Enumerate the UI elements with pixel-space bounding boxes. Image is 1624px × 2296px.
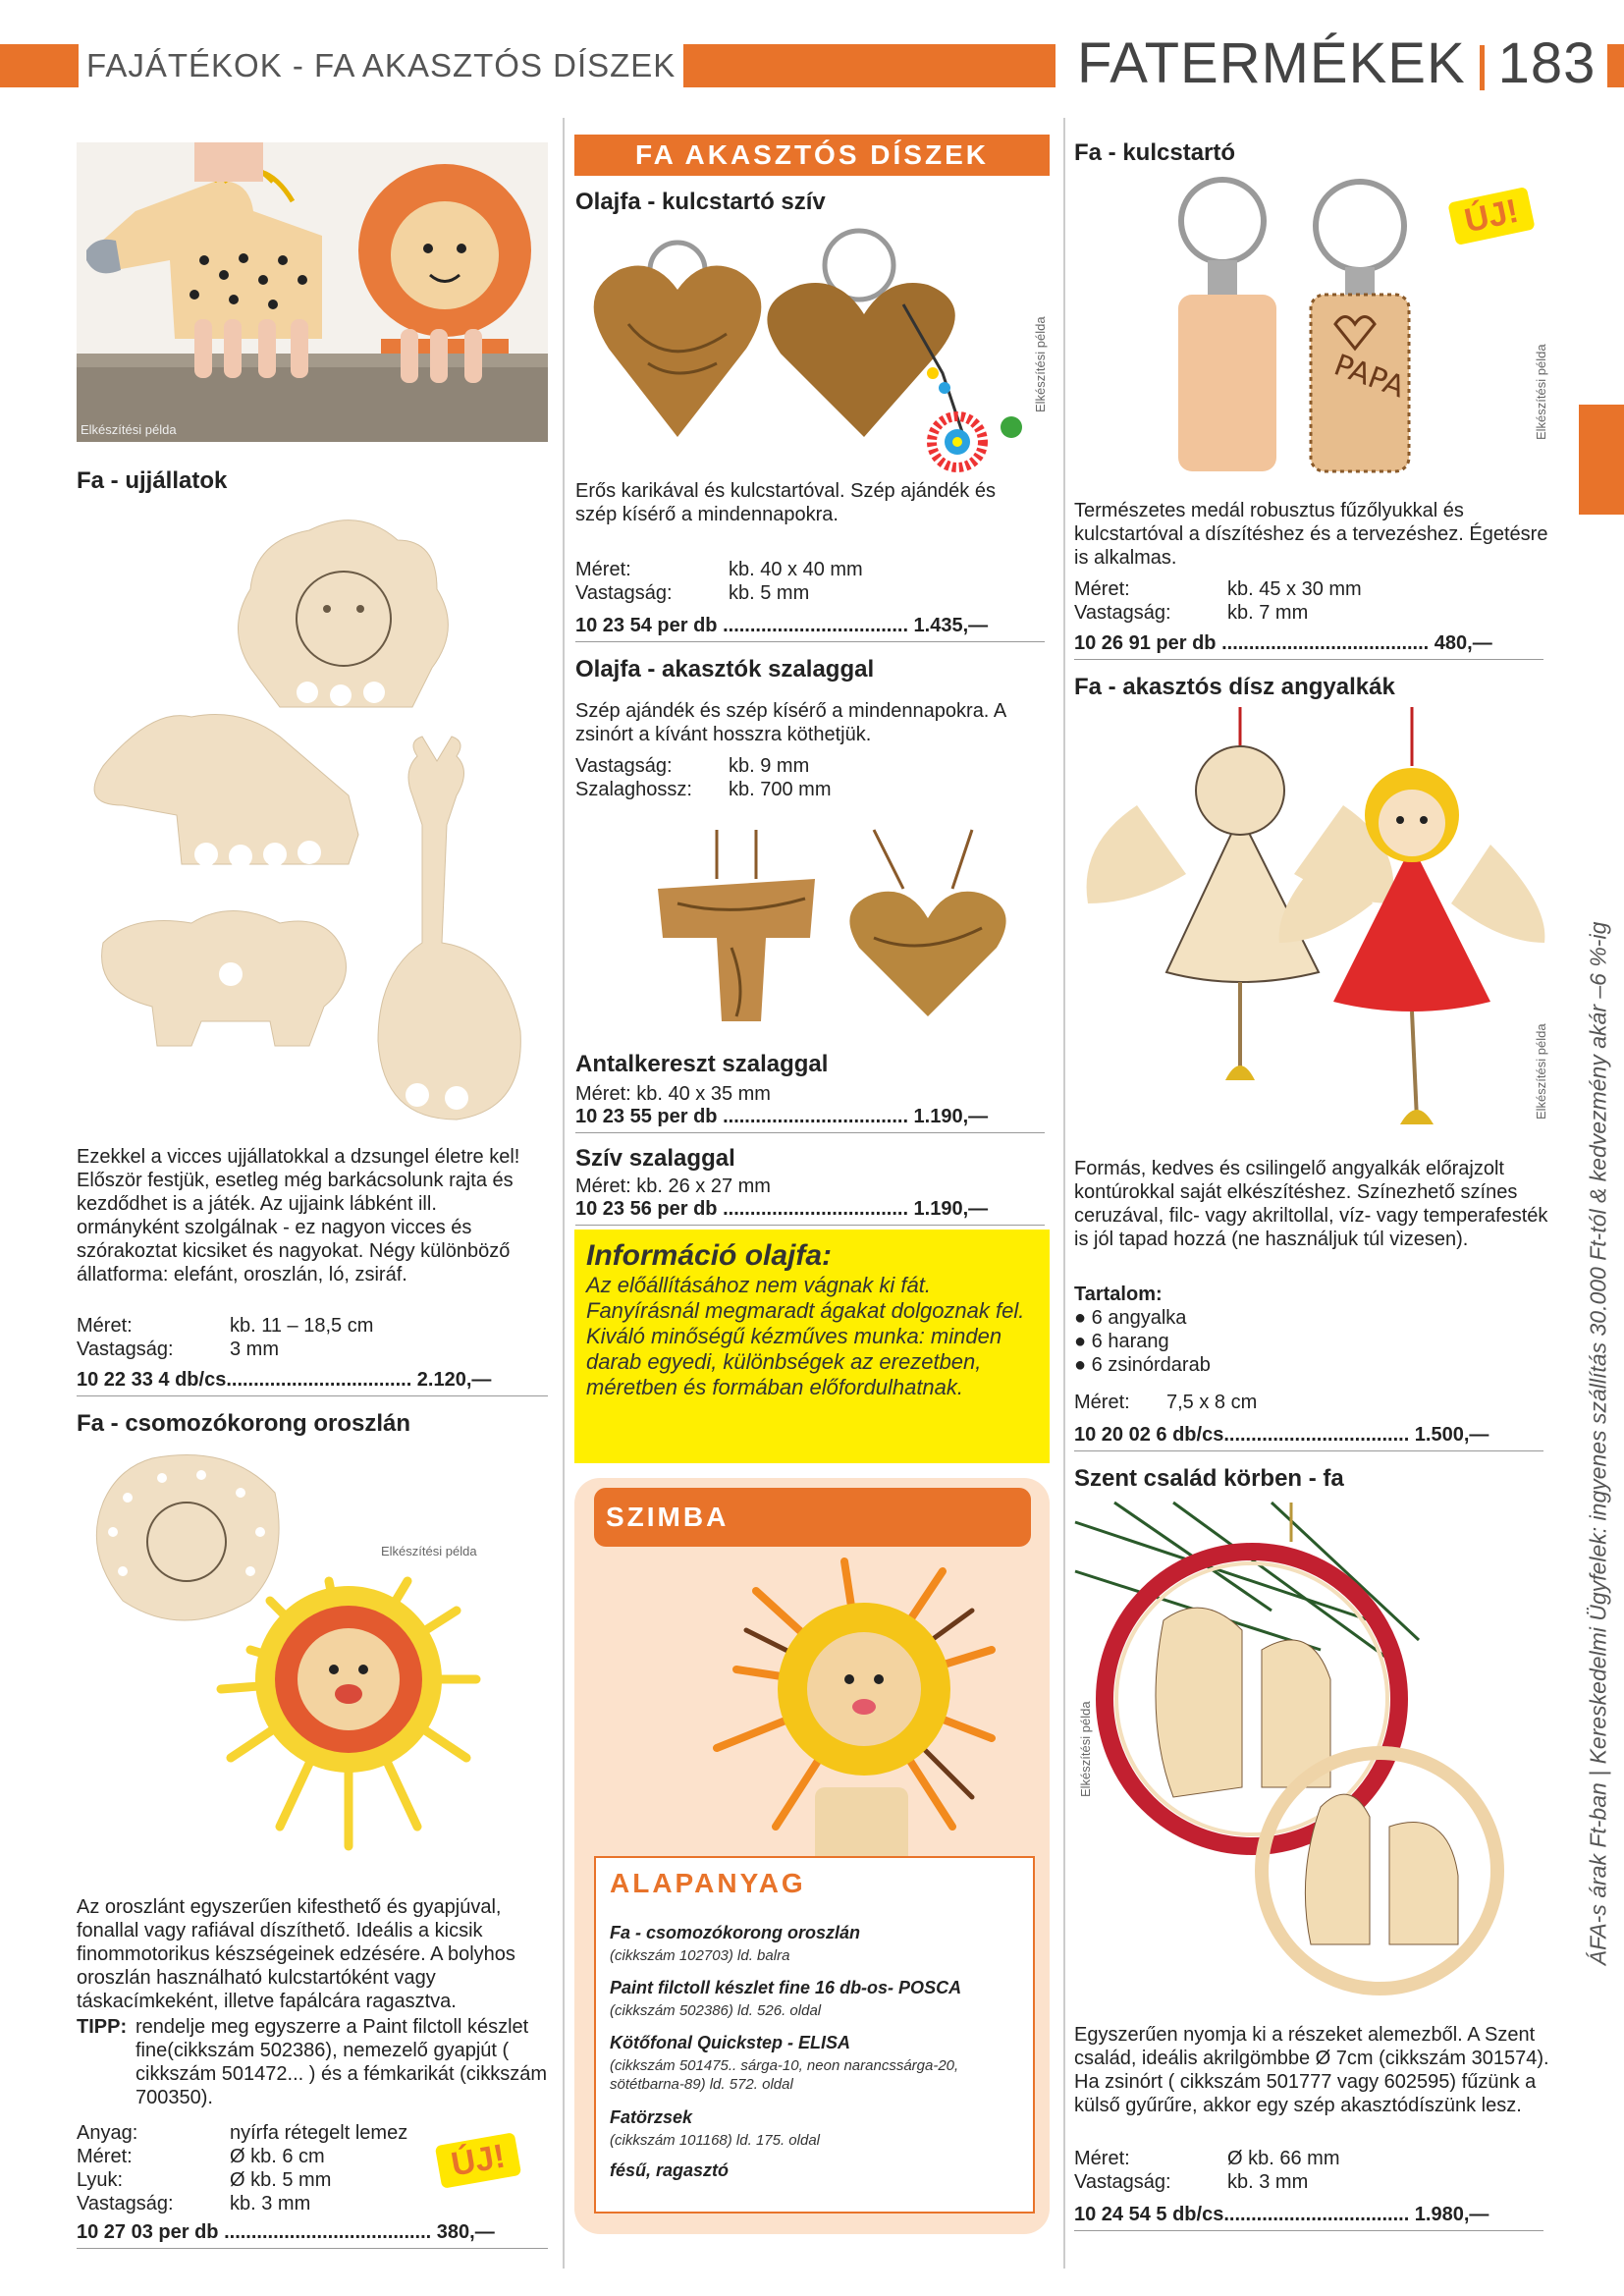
thickness-value: kb. 3 mm [230, 2193, 311, 2214]
tip-text: rendelje meg egyszerre a Paint filctoll készlet fine(cikkszám 502386), nemezelő gyapjút ( cikkszám 501472... ) és a fémkarikát (cikkszám 700350). [135, 2016, 548, 2108]
antal-size: Méret: kb. 40 x 35 mm [575, 1083, 771, 1105]
header-left-title: FAJÁTÉKOK - FA AKASZTÓS DÍSZEK [79, 43, 683, 88]
column-divider-1 [563, 118, 565, 2269]
header-right-title [1065, 29, 1607, 98]
heart-thickness [575, 581, 809, 605]
angyalkak-contents-label: Tartalom: [1074, 1284, 1163, 1305]
alapanyag-item: Paint filctoll készlet fine 16 db-os- POSCA [610, 1978, 962, 1997]
kulcstarto-desc: Természetes medál robusztus fűzőlyukkal és kulcstartóval a díszítéshez és a tervezéshez. Égetésre is alkalmas. [1074, 500, 1548, 569]
thickness-label: Vastagság: [1074, 602, 1171, 624]
material-value: nyírfa rétegelt lemez [230, 2122, 408, 2144]
info-title: Információ olajfa: [586, 1239, 833, 1272]
ujjallatok-thickness [77, 1338, 279, 1361]
angyalkak-content-item: ● 6 angyalka [1074, 1307, 1187, 1329]
angyalkak-title: Fa - akasztós dísz angyalkák [1074, 674, 1395, 700]
papa-text: PAPA [1329, 348, 1410, 406]
olive-heart-keychains-image [589, 226, 1041, 471]
size-value: Ø kb. 6 cm [230, 2146, 325, 2167]
alapanyag-item: Fatörzsek [610, 2107, 693, 2127]
ujjallatok-desc: Ezekkel a vicces ujjállatokkal a dzsungel életre kel! Először festjük, esetleg még barkácsolunk rajta és kezdődhet is a játék. Az ujjaink lábként ill. ormányként szolgálnak - ez nagyon vicces és szórakoztat kicsiket és nagyokat. Négy különböző állatforma: elefánt, oroszlán, ló, zsiráf. [77, 1146, 520, 1285]
akasztok-thickness [575, 754, 809, 778]
example-label-4: Elkészítési példa [1534, 344, 1548, 440]
oroszlan-hole [77, 2168, 331, 2192]
oroszlan-thickness [77, 2192, 310, 2215]
heart-size [575, 558, 863, 581]
alapanyag-sub: (cikkszám 501475.. sárga-10, neon narancssárga-20, sötétbarna-89) ld. 572. oldal [610, 2057, 959, 2093]
side-tab [1579, 405, 1624, 515]
ujjallatok-price: 10 22 33 4 db/cs.................................. 2.120,— [77, 1369, 548, 1396]
size-value: 7,5 x 8 cm [1166, 1392, 1258, 1413]
content-text: 6 angyalka [1091, 1307, 1187, 1329]
section-name: FATERMÉKEK [1077, 31, 1466, 95]
angyalkak-content-item: ● 6 zsinórdarab [1074, 1354, 1211, 1376]
size-label: Méret: [1074, 1392, 1130, 1413]
ribbon-value: kb. 700 mm [729, 779, 832, 800]
finger-puppets-photo [77, 142, 548, 442]
new-badge-2: ÚJ! [1447, 187, 1535, 246]
akasztok-title: Olajfa - akasztók szalaggal [575, 656, 875, 683]
thickness-label: Vastagság: [575, 582, 673, 604]
olive-pendants-image [638, 830, 1031, 1026]
szent-thickness [1074, 2170, 1308, 2194]
hole-value: Ø kb. 5 mm [230, 2169, 332, 2191]
thickness-label: Vastagság: [77, 2193, 174, 2214]
heart-desc: Erős karikával és kulcstartóval. Szép ajándék és szép kísérő a mindennapokra. [575, 480, 996, 525]
content-text: 6 harang [1091, 1331, 1169, 1352]
content-text: 6 zsinórdarab [1091, 1354, 1211, 1376]
thickness-value: kb. 3 mm [1227, 2171, 1309, 2193]
example-label-3: Elkészítési példa [1033, 316, 1048, 412]
size-label: Méret: [77, 2146, 133, 2167]
oroszlan-price: 10 27 03 per db ...................................... 380,— [77, 2221, 548, 2249]
kulcstarto-thickness [1074, 601, 1308, 625]
alapanyag-sub: (cikkszám 101168) ld. 175. oldal [610, 2132, 820, 2149]
holy-family-image [1075, 1503, 1546, 1994]
szent-size [1074, 2147, 1339, 2170]
sziv-title: Szív szalaggal [575, 1145, 735, 1172]
size-label: Méret: [575, 559, 631, 580]
alapanyag-item: Fa - csomozókorong oroszlán [610, 1923, 861, 1942]
page-number: 183 [1497, 31, 1597, 95]
example-label-6: Elkészítési példa [1078, 1701, 1093, 1797]
angel-ornaments-image [1078, 707, 1549, 1149]
szent-desc: Egyszerűen nyomja ki a részeket alemezből. A Szent család, ideális akrilgömbbe Ø 7cm (cikkszám 301574). Ha zsinórt ( cikkszám 501777 vagy 602595) fűzünk a külső gyűrűre, akkor egy szép akasztódíszünk lesz. [1074, 2024, 1549, 2116]
new-badge-1: ÚJ! [435, 2132, 521, 2189]
antal-price: 10 23 55 per db .................................. 1.190,— [575, 1106, 1045, 1133]
thickness-label: Vastagság: [575, 755, 673, 777]
alapanyag-title: ALAPANYAG [610, 1868, 806, 1898]
szimba-banner: SZIMBA [594, 1488, 1031, 1547]
akasztok-ribbon [575, 778, 831, 801]
alapanyag-sub: (cikkszám 102703) ld. balra [610, 1947, 790, 1964]
ujjallatok-title: Fa - ujjállatok [77, 467, 228, 494]
oroszlan-tip [77, 2015, 550, 2109]
size-label: Méret: [1074, 578, 1130, 600]
alapanyag-box [594, 1856, 1035, 2214]
szent-title: Szent család körben - fa [1074, 1465, 1344, 1492]
thickness-label: Vastagság: [1074, 2171, 1171, 2193]
oroszlan-title: Fa - csomozókorong oroszlán [77, 1410, 411, 1437]
wood-keychains-image [1164, 177, 1438, 481]
sziv-price: 10 23 56 per db .................................. 1.190,— [575, 1198, 1045, 1226]
kulcstarto-size [1074, 577, 1362, 601]
column-divider-2 [1063, 118, 1065, 2269]
example-label-2: Elkészítési példa [381, 1544, 477, 1558]
alapanyag-item: Kötőfonal Quickstep - ELISA [610, 2033, 851, 2052]
hole-label: Lyuk: [77, 2169, 124, 2191]
ribbon-label: Szalaghossz: [575, 779, 692, 800]
kulcstarto-price: 10 26 91 per db ...................................... 480,— [1074, 632, 1543, 660]
info-text: Az előállításához nem vágnak ki fát. Fanyírásnál megmaradt ágakat dolgoznak fel. Kiváló minőségű kézműves munka: minden darab egyedi, különbségek az erezetben, méretben és formában előfordulhatnak. [586, 1273, 1025, 1399]
akasztok-desc: Szép ajándék és szép kísérő a mindennapokra. A zsinórt a kívánt hosszra köthetjük. [575, 700, 1006, 745]
alapanyag-sub: (cikkszám 502386) ld. 526. oldal [610, 2002, 822, 2019]
size-value: Ø kb. 66 mm [1227, 2148, 1340, 2169]
thickness-value: kb. 7 mm [1227, 602, 1309, 624]
side-text: ÁFA-s árak Ft-ban | Kereskedelmi Ügyfelek: ingyenes szállítás 30.000 Ft-tól & kedvezmény akár –6 %-ig [1585, 921, 1611, 1966]
thickness-label: Vastagság: [77, 1339, 174, 1360]
antal-title: Antalkereszt szalaggal [575, 1051, 829, 1077]
thickness-value: kb. 5 mm [729, 582, 810, 604]
section-banner: FA AKASZTÓS DÍSZEK [574, 135, 1050, 176]
angyalkak-size [1074, 1391, 1257, 1414]
oroszlan-material [77, 2121, 407, 2145]
thickness-value: kb. 9 mm [729, 755, 810, 777]
finger-animals-image [83, 511, 545, 1129]
example-label-1: Elkészítési példa [81, 422, 177, 437]
size-label: Méret: [77, 1315, 133, 1337]
example-label-5: Elkészítési példa [1534, 1023, 1548, 1120]
size-value: kb. 45 x 30 mm [1227, 578, 1362, 600]
lion-disc-image [83, 1453, 545, 1886]
oroszlan-size [77, 2145, 325, 2168]
heart-price: 10 23 54 per db .................................. 1.435,— [575, 615, 1045, 642]
heart-title: Olajfa - kulcstartó szív [575, 189, 826, 215]
alapanyag-item: fésű, ragasztó [610, 2160, 730, 2180]
angyalkak-price: 10 20 02 6 db/cs.................................. 1.500,— [1074, 1424, 1543, 1451]
size-label: Méret: [1074, 2148, 1130, 2169]
size-value: kb. 11 – 18,5 cm [230, 1315, 374, 1337]
kulcstarto-title: Fa - kulcstartó [1074, 139, 1236, 166]
material-label: Anyag: [77, 2122, 138, 2144]
oroszlan-desc: Az oroszlánt egyszerűen kifesthető és gyapjúval, fonallal vagy rafiával díszíthető. Ideális a kicsik finommotorikus készségeinek edzésére. A bolyhos oroszlán használható kulcstartóként vagy táskacímkeként, illetve fapálcára ragasztva. [77, 1896, 515, 2012]
tip-label: TIPP: [77, 2016, 128, 2038]
size-value: kb. 40 x 40 mm [729, 559, 863, 580]
szent-price: 10 24 54 5 db/cs.................................. 1.980,— [1074, 2204, 1543, 2231]
ujjallatok-size [77, 1314, 373, 1338]
angyalkak-desc: Formás, kedves és csilingelő angyalkák előrajzolt kontúrokkal saját elkészítéshez. Színezhető színes ceruzával, filc- vagy akriltollal, víz- vagy temperafesték is jól tapad hozzá (ne használjuk túl vizesen). [1074, 1158, 1548, 1250]
thickness-value: 3 mm [230, 1339, 279, 1360]
info-box [574, 1230, 1050, 1463]
angyalkak-content-item: ● 6 harang [1074, 1331, 1169, 1352]
sziv-size: Méret: kb. 26 x 27 mm [575, 1175, 771, 1197]
